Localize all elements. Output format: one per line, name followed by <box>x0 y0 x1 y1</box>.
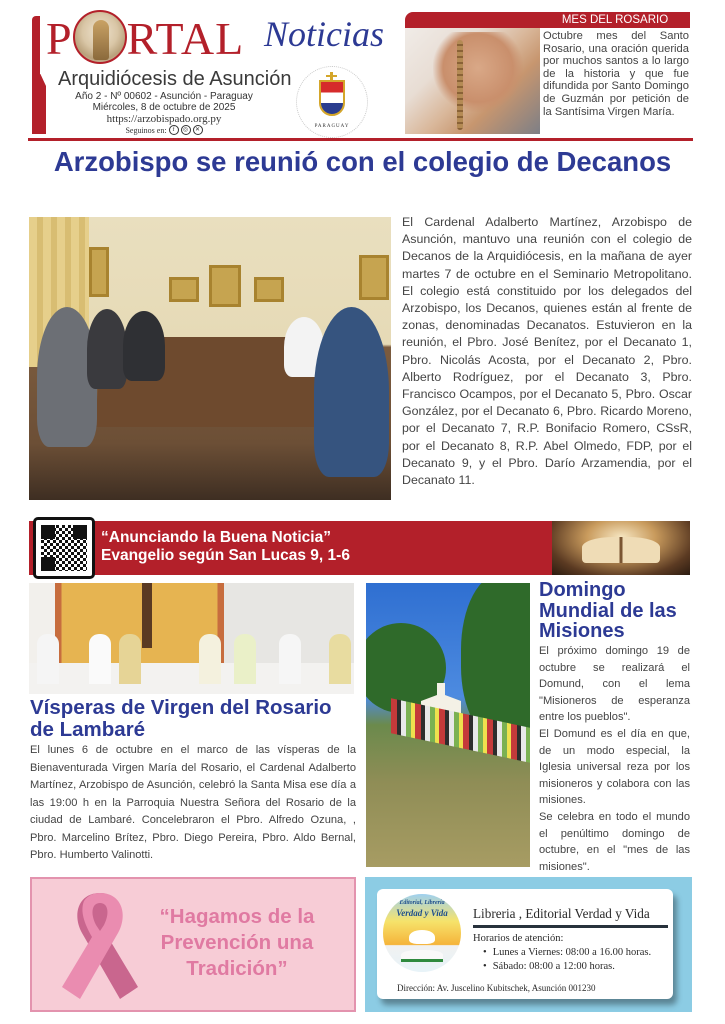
bookstore-address: Dirección: Av. Juscelino Kubitschek, Asunción 001230 <box>397 983 596 993</box>
rosary-month-box <box>405 12 690 134</box>
header-red-accent <box>32 16 40 134</box>
logo-top-text: Editorial, Librería <box>399 900 445 906</box>
domund-paragraph-3: Se celebra en todo el mundo el penúltimo domingo de octubre, en el "mes de las misiones". <box>539 810 690 873</box>
social-follow-row <box>64 125 264 135</box>
gospel-banner-heading: “Anunciando la Buena Noticia” <box>101 529 331 546</box>
noticias-wordmark: Noticias <box>264 14 385 54</box>
opening-hours-list <box>483 946 651 974</box>
domund-article-title: Domingo Mundial de las Misiones <box>539 579 677 642</box>
issue-number: Año 2 - Nº 00602 - Asunción - Paraguay <box>75 91 253 102</box>
virgin-mary-medallion-icon <box>73 10 127 64</box>
facebook-icon[interactable]: f <box>169 125 179 135</box>
domund-paragraph-1: El próximo domingo 19 de octubre se realizará el Domund, con el lema "Misioneros de esperanza entre los pueblos". <box>539 645 690 724</box>
archdiocese-crest-icon <box>296 66 368 138</box>
bookstore-card <box>377 889 673 999</box>
diocese-name: Arquidiócesis de Asunción <box>58 68 292 90</box>
visperas-article-title: Vísperas de Virgen del Rosario de Lambaré <box>30 696 332 741</box>
crest-shield-icon <box>319 80 345 116</box>
domund-paragraph-2: El Domund es el día en que, de un modo especial, la Iglesia universal reza por los misioneros y colabora con las misiones. <box>539 727 690 807</box>
opening-hours-label: Horarios de atención: <box>473 933 564 944</box>
praying-hands-rosary-photo <box>405 12 540 134</box>
lambare-mass-photo <box>29 583 354 694</box>
portal-letter-p: P <box>46 13 73 64</box>
rosary-text: Octubre mes del Santo Rosario, una oración querida por muchos santos a lo largo de la historia y que fue difundida por Santo Domingo de Guzmán por petición de la Santísima Virgen María. <box>543 30 689 118</box>
crest-country-label: PARAGUAY <box>314 124 350 129</box>
follow-label: Seguinos en: <box>125 125 167 135</box>
instagram-icon[interactable]: ◎ <box>181 125 191 135</box>
gospel-banner[interactable] <box>29 521 690 575</box>
issue-date: Miércoles, 8 de octubre de 2025 <box>92 102 236 113</box>
masthead-logo <box>46 10 406 70</box>
gospel-reference: Evangelio según San Lucas 9, 1-6 <box>101 547 350 564</box>
mission-pilgrimage-photo <box>366 583 530 867</box>
bookstore-ad-banner <box>365 877 692 1012</box>
open-bible-photo <box>552 521 690 575</box>
domund-article-body <box>539 643 690 875</box>
verdad-y-vida-logo-icon <box>383 894 461 972</box>
breast-cancer-awareness-banner <box>30 877 356 1012</box>
x-icon[interactable]: ✕ <box>193 125 203 135</box>
dove-icon <box>409 930 435 944</box>
rosary-title: MES DEL ROSARIO <box>561 14 669 26</box>
main-article-body: El Cardenal Adalberto Martínez, Arzobispo de Asunción, mantuvo una reunión con el colegio de Decanos de la Arquidiócesis, en la mañana de ayer martes 7 de octubre en el Seminario Metropolitano. El colegio está constituido por los delegados del Arzobispo, los Decanos, quienes están al frente de zonas, denominadas Decanatos. Estuvieron en la reunión, el Pbro. José Benítez, por el Decanato 1, Pbro. Nicolás Acosta, por el Decanato 2, Pbro. Alberto Rodríguez, por el Decanato 3, Pbro. Francisco Ocampos, por el Decanato 5, Pbro. Oscar González, por el Decanato 6, Pbro. Ricardo Moreno, por el Decanato 7, R.P. Bonifacio Romero, CSsR, por el Decanato 8, R.P. Abel Olmedo, FDP, por el Decanato 9, y el Pbro. Darío Arzamendia, por el Decanato 11. <box>402 215 692 488</box>
website-link[interactable]: https://arzobispado.org.py <box>106 113 222 125</box>
logo-name-text: Verdad y Vida <box>396 908 448 918</box>
qr-code-icon[interactable] <box>33 517 95 579</box>
main-article-title: Arzobispo se reunió con el colegio de Decanos <box>53 146 672 177</box>
deans-meeting-photo <box>29 217 391 500</box>
hours-saturday: • Sábado: 08:00 a 12:00 horas. <box>483 960 651 974</box>
prevention-slogan: “Hagamos de la Prevención una Tradición” <box>159 905 315 980</box>
bookstore-title: Libreria , Editorial Verdad y Vida <box>473 906 650 921</box>
open-book-icon <box>401 950 443 962</box>
hours-weekdays: • Lunes a Viernes: 08:00 a 16.00 horas. <box>483 946 651 960</box>
portal-letters-rtal: RTAL <box>126 13 245 64</box>
rosary-divider <box>405 138 690 141</box>
bookstore-title-rule <box>473 925 668 928</box>
visperas-article-body: El lunes 6 de octubre en el marco de las vísperas de la Bienaventurada Virgen María del Rosario, el Cardenal Adalberto Martínez, Arzobispo de Asunción, celebró la Santa Misa ese día a las 19:00 h en la Parroquia Nuestra Señora del Rosario de la ciudad de Lambaré. Concelebraron el Pbro. Alfredo Ozuna, , Pbro. Marcelino Brítez, Pbro. Diego Pereira, Pbro. Aldo Bernal, Pbro. Humberto Valinotti. <box>30 744 356 861</box>
